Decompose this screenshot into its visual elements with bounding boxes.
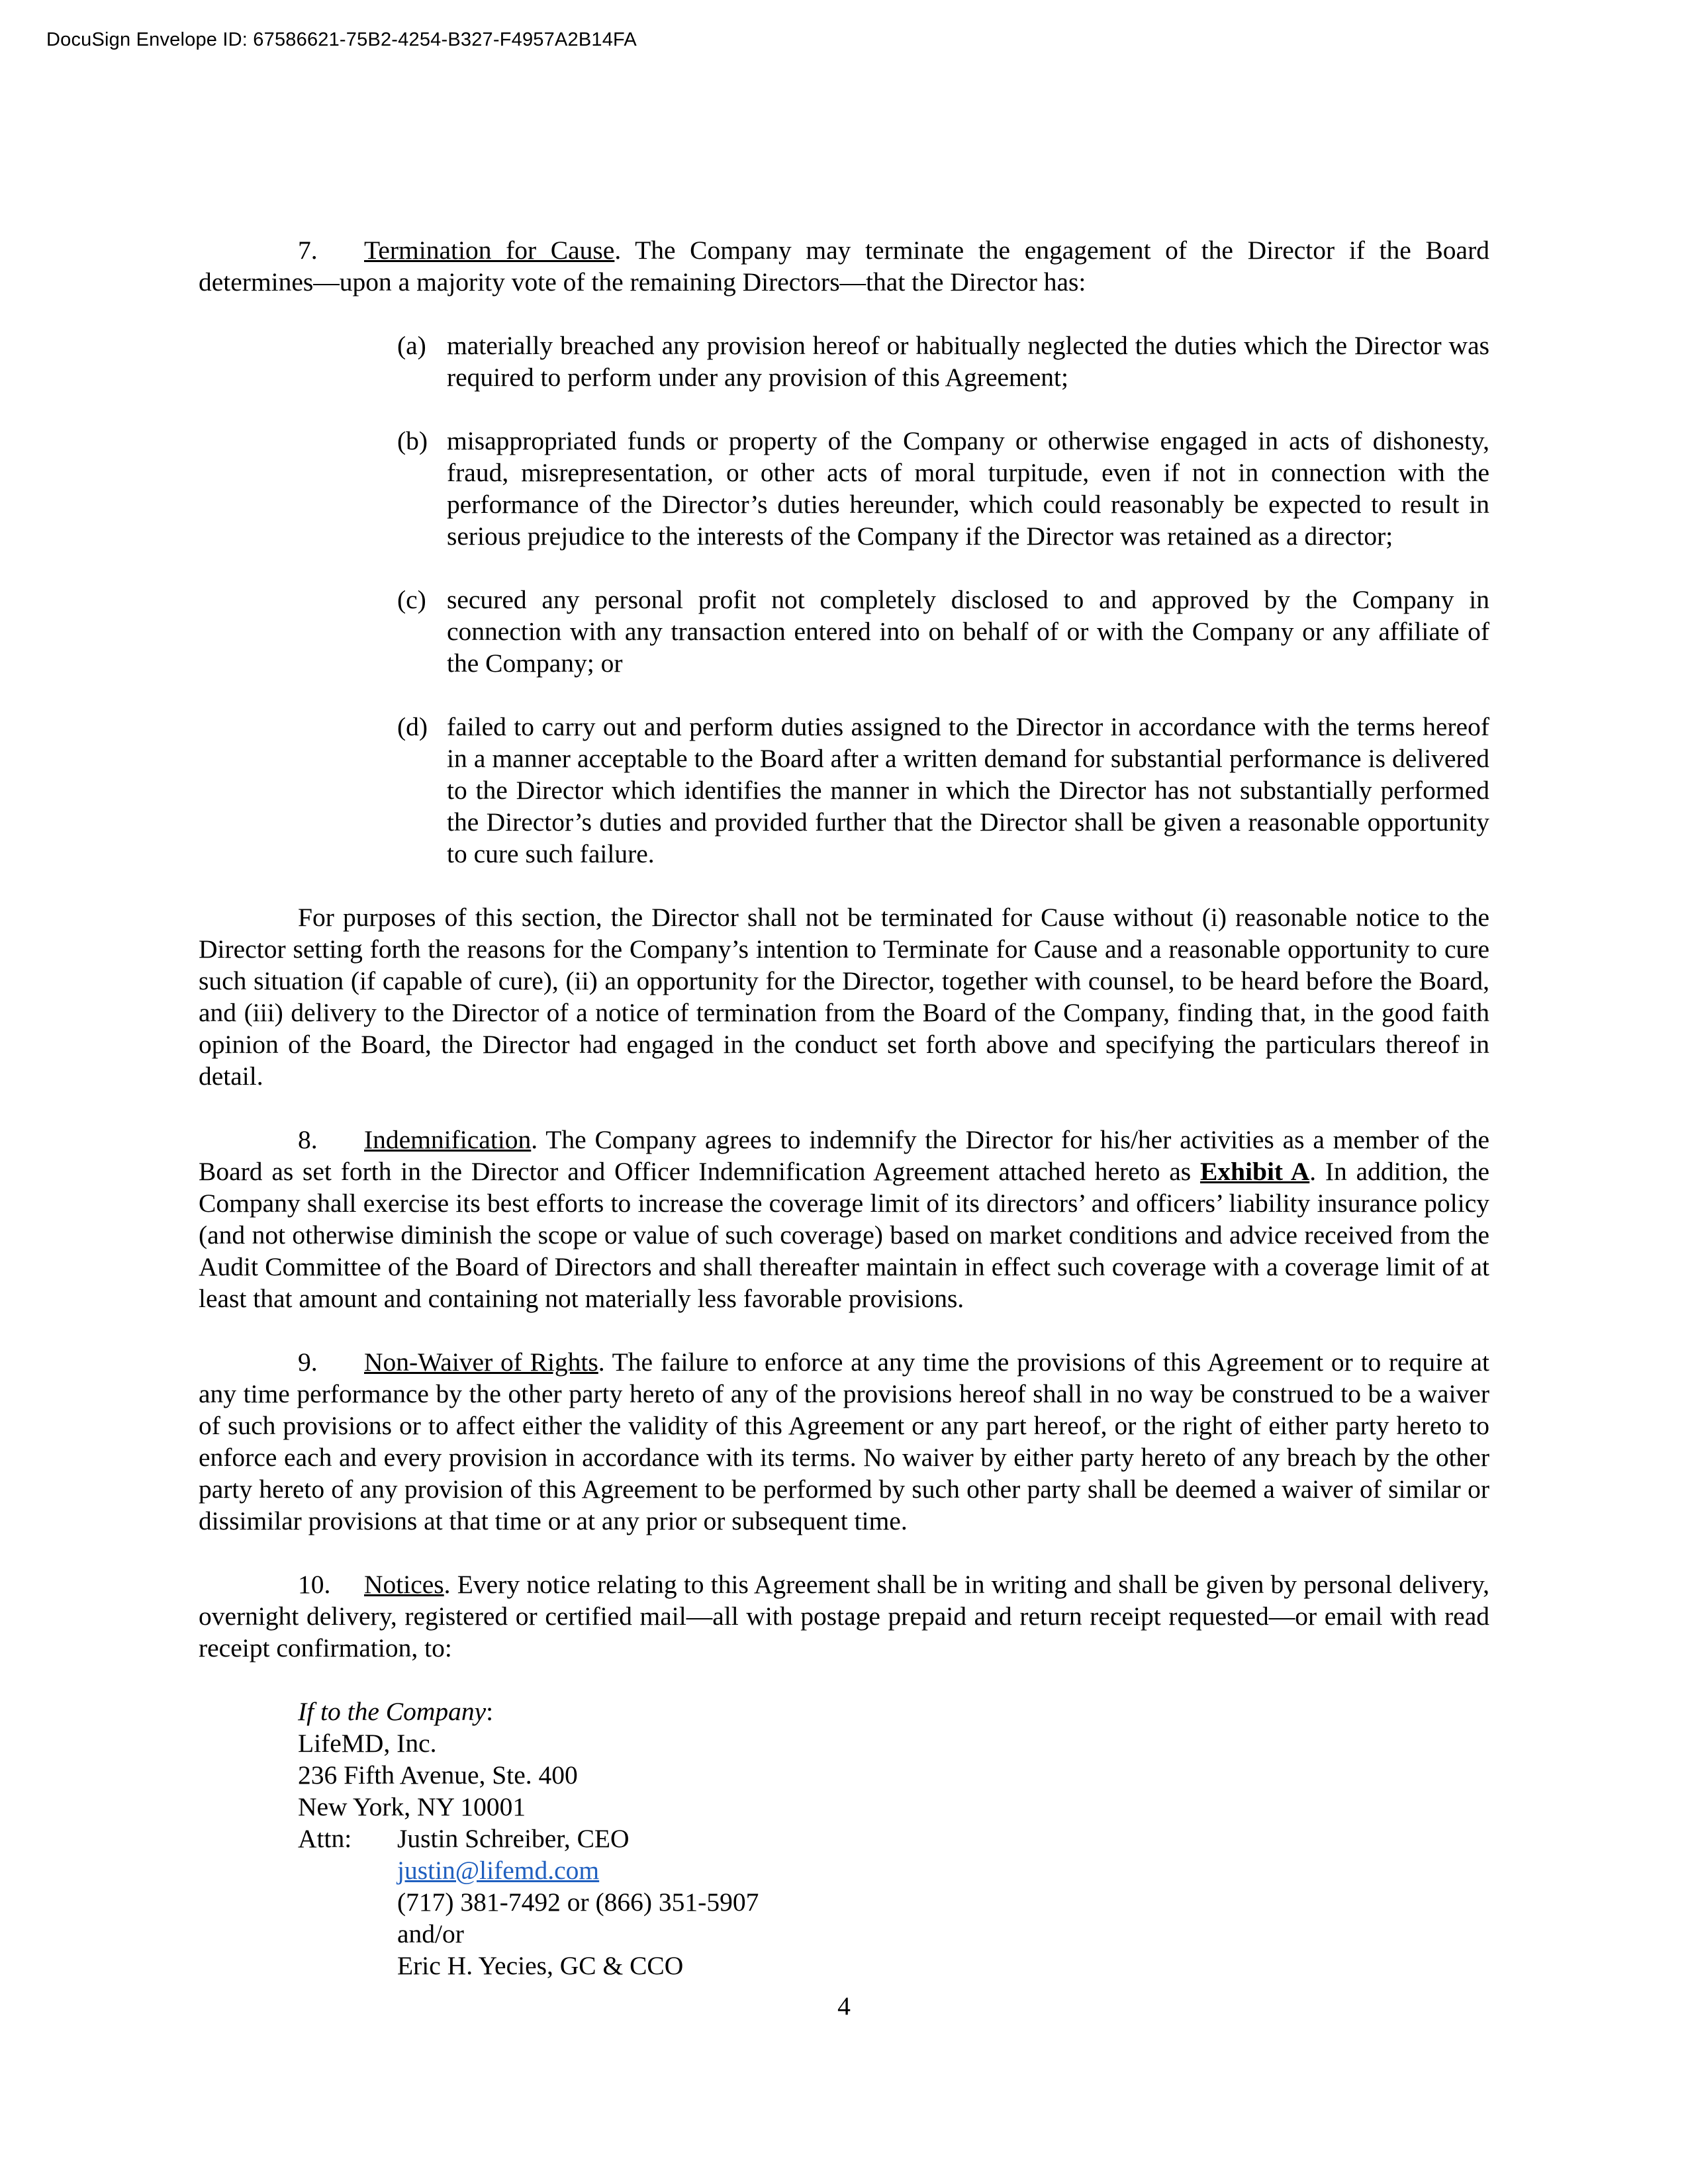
page-number: 4 [837,1991,851,2021]
section-title: Termination for Cause [364,236,615,265]
section-8 [199,1124,1489,1314]
clause-text: misappropriated funds or property of the Company or otherwise engaged in acts of dishonesty, fraud, misrepresentation, or other acts of moral turpitude, even if not in connection with the performance of the Director’s duties hereunder, which could reasonably be expected to result in serious prejudice to the interests of the Company if the Director was retained as a director; [447,426,1489,551]
address-heading-colon: : [486,1697,494,1726]
section-number: 8. [298,1125,318,1154]
section-text: . The Company agrees to indemnify the Director for his/her activities as a member of the Board as set forth in the Director and Officer Indemnification Agreement attached hereto as [199,1125,1489,1186]
city-state-zip: New York, NY 10001 [298,1792,526,1821]
section-text: . The failure to enforce at any time the provisions of this Agreement or to require at any time performance by the other party hereto of any of the provisions hereof shall in no way be construed to be a waiver of such provisions or to affect either the validity of this Agreement or any part hereof, or the right of either party hereto to enforce each and every provision in accordance with its terms. No waiver by either party hereto of any breach by the other party hereto of any provision of this Agreement to be performed by such other party shall be deemed a waiver of similar or dissimilar provisions at that time or at any prior or subsequent time. [199,1347,1489,1535]
second-contact-name: Eric H. Yecies, GC & CCO [397,1951,684,1980]
clause-b [397,425,1489,552]
conjunction: and/or [397,1919,464,1948]
section-number: 9. [298,1347,318,1377]
clause-letter: (c) [397,585,426,614]
document-body [199,234,1489,1981]
clause-a [397,330,1489,393]
clause-text: materially breached any provision hereof or habitually neglected the duties which the Director was required to perform under any provision of this Agreement; [447,331,1489,392]
address-heading [298,1696,1489,1727]
section-7-intro [199,234,1489,298]
clause-d [397,711,1489,870]
attn-label: Attn: [298,1824,352,1853]
contact-email-row [397,1854,1489,1886]
clause-text: secured any personal profit not completely disclosed to and approved by the Company in connection with any transaction entered into on behalf of or with the Company or any affiliate of the Company; or [447,585,1489,678]
clause-c [397,584,1489,679]
section-number: 7. [298,236,318,265]
section-title: Indemnification [364,1125,532,1154]
section-number: 10. [298,1570,331,1599]
section-text: . The Company may terminate the engagement of the Director if the Board determines—upon a majority vote of the remaining Directors—that the Director has: [199,236,1489,296]
clause-letter: (a) [397,331,426,360]
clause-letter: (b) [397,426,428,455]
address-heading-text: If to the Company [298,1697,487,1726]
contact-email-link[interactable]: justin@lifemd.com [397,1856,600,1885]
section-text: . Every notice relating to this Agreement shall be in writing and shall be given by personal delivery, overnight delivery, registered or certified mail—all with postage prepaid and return receipt requested—or email with read receipt confirmation, to: [199,1570,1489,1662]
attention-row [298,1823,1489,1854]
docusign-envelope-id: DocuSign Envelope ID: 67586621-75B2-4254-B327-F4957A2B14FA [46,29,637,50]
exhibit-reference: Exhibit A [1199,1157,1310,1186]
section-title: Notices [364,1570,444,1599]
contact-name: Justin Schreiber, CEO [397,1824,630,1853]
section-title: Non-Waiver of Rights [364,1347,598,1377]
company-name: LifeMD, Inc. [298,1729,437,1758]
street-address: 236 Fifth Avenue, Ste. 400 [298,1760,578,1790]
company-notice-address [298,1696,1489,1981]
section-7-purposes: For purposes of this section, the Director shall not be terminated for Cause without (i) reasonable notice to the Director setting forth the reasons for the Company’s intention to Terminate for Cause and a reasonable opportunity to cure such situation (if capable of cure), (ii) an opportunity for the Director, together with counsel, to be heard before the Board, and (iii) delivery to the Director of a notice of termination from the Board of the Company, finding that, in the good faith opinion of the Board, the Director had engaged in the conduct set forth above and specifying the particulars thereof in detail. [199,903,1489,1091]
section-text-continued: . In addition, the Company shall exercise its best efforts to increase the coverage limit of its directors’ and officers’ liability insurance policy (and not otherwise diminish the scope or value of such coverage) based on market conditions and advice received from the Audit Committee of the Board of Directors and shall thereafter maintain in effect such coverage with a coverage limit of at least that amount and containing not materially less favorable provisions. [199,1157,1489,1313]
section-10 [199,1569,1489,1664]
clause-letter: (d) [397,712,428,741]
contact-phone: (717) 381-7492 or (866) 351-5907 [397,1888,759,1917]
clause-text: failed to carry out and perform duties assigned to the Director in accordance with the terms hereof in a manner acceptable to the Board after a written demand for substantial performance is delivered to the Director which identifies the manner in which the Director has not substantially performed the Director’s duties and provided further that the Director shall be given a reasonable opportunity to cure such failure. [447,712,1489,868]
section-9 [199,1346,1489,1537]
